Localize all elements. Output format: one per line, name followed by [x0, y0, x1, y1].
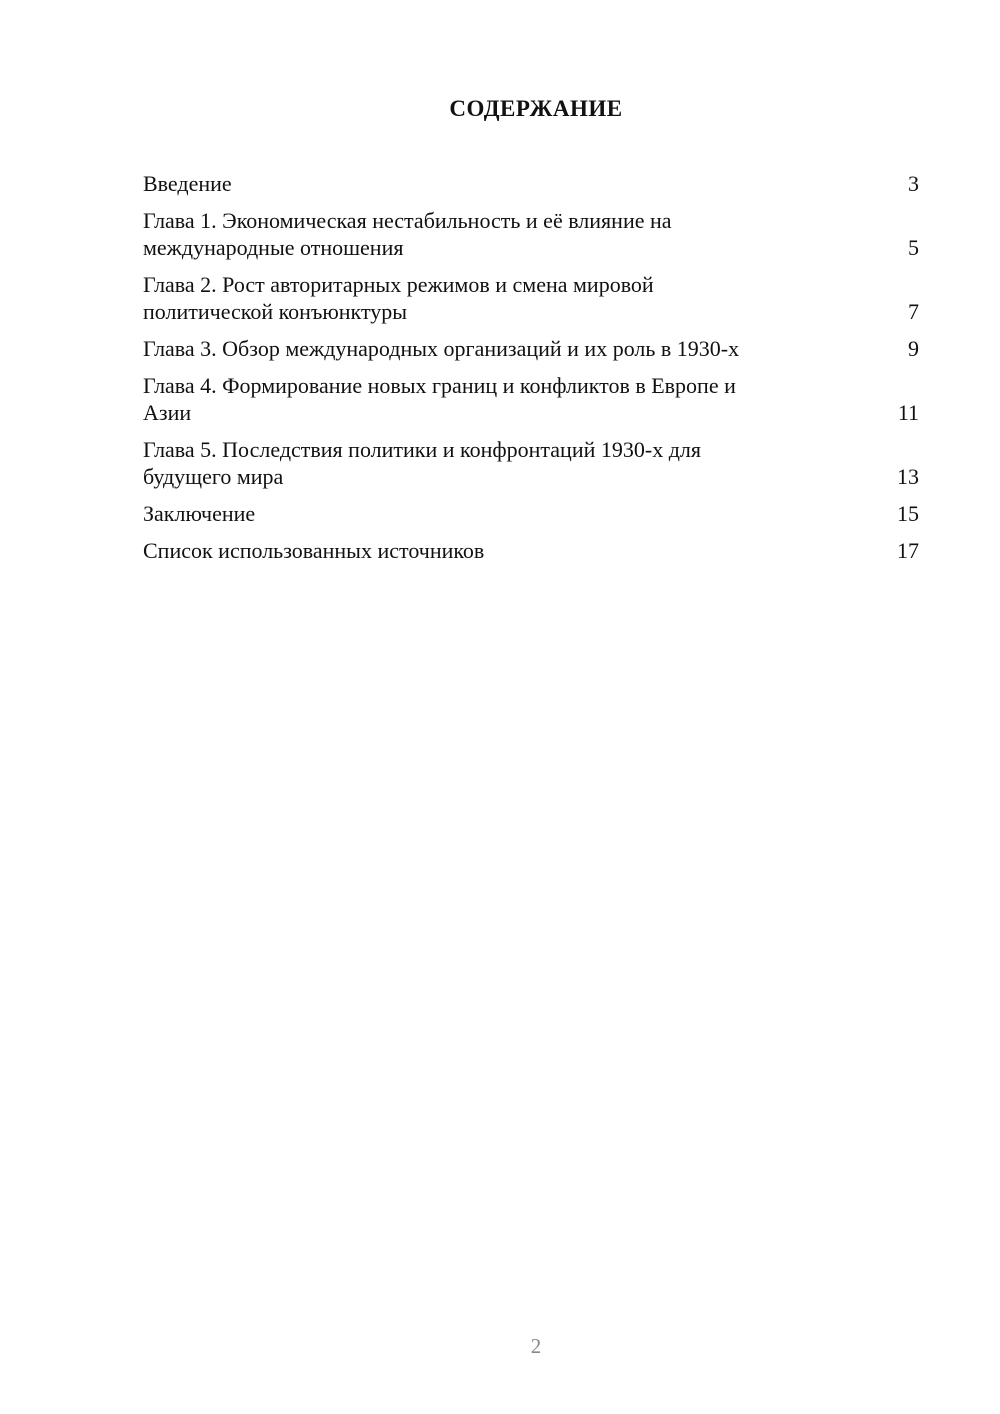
- toc-entry-page: 5: [908, 235, 919, 260]
- toc-entry-page: 11: [897, 400, 919, 425]
- toc-entry-title: Заключение: [143, 501, 256, 526]
- toc-entry-page: 7: [908, 299, 919, 324]
- toc-entry-title: Глава 2. Рост авторитарных режимов и смена мировой политической конъюнктуры: [143, 272, 654, 324]
- toc-entry: [143, 537, 919, 564]
- toc-entry: [143, 271, 919, 325]
- toc-entry-title: Глава 4. Формирование новых границ и конфликтов в Европе и Азии: [143, 373, 736, 425]
- toc-entry: [143, 335, 919, 362]
- page-title: СОДЕРЖАНИЕ: [449, 96, 623, 121]
- table-of-contents: [143, 170, 919, 574]
- toc-entry-title: Глава 3. Обзор международных организаций и их роль в 1930-х: [143, 336, 740, 361]
- toc-entry-title: Глава 5. Последствия политики и конфронтаций 1930-х для будущего мира: [143, 437, 701, 489]
- toc-entry: [143, 372, 919, 426]
- toc-entry-page: 13: [897, 464, 919, 489]
- toc-entry: [143, 500, 919, 527]
- toc-entry-page: 17: [897, 538, 919, 563]
- toc-entry-page: 3: [908, 171, 919, 196]
- toc-entry-page: 15: [897, 501, 919, 526]
- toc-entry-title: Введение: [143, 171, 232, 196]
- toc-entry: [143, 170, 919, 197]
- toc-entry-title: Глава 1. Экономическая нестабильность и её влияние на международные отношения: [143, 208, 672, 260]
- toc-entry: [143, 207, 919, 261]
- toc-entry: [143, 436, 919, 490]
- toc-entry-title: Список использованных источников: [143, 538, 485, 563]
- toc-entry-page: 9: [908, 336, 919, 361]
- page-number: 2: [530, 1334, 542, 1358]
